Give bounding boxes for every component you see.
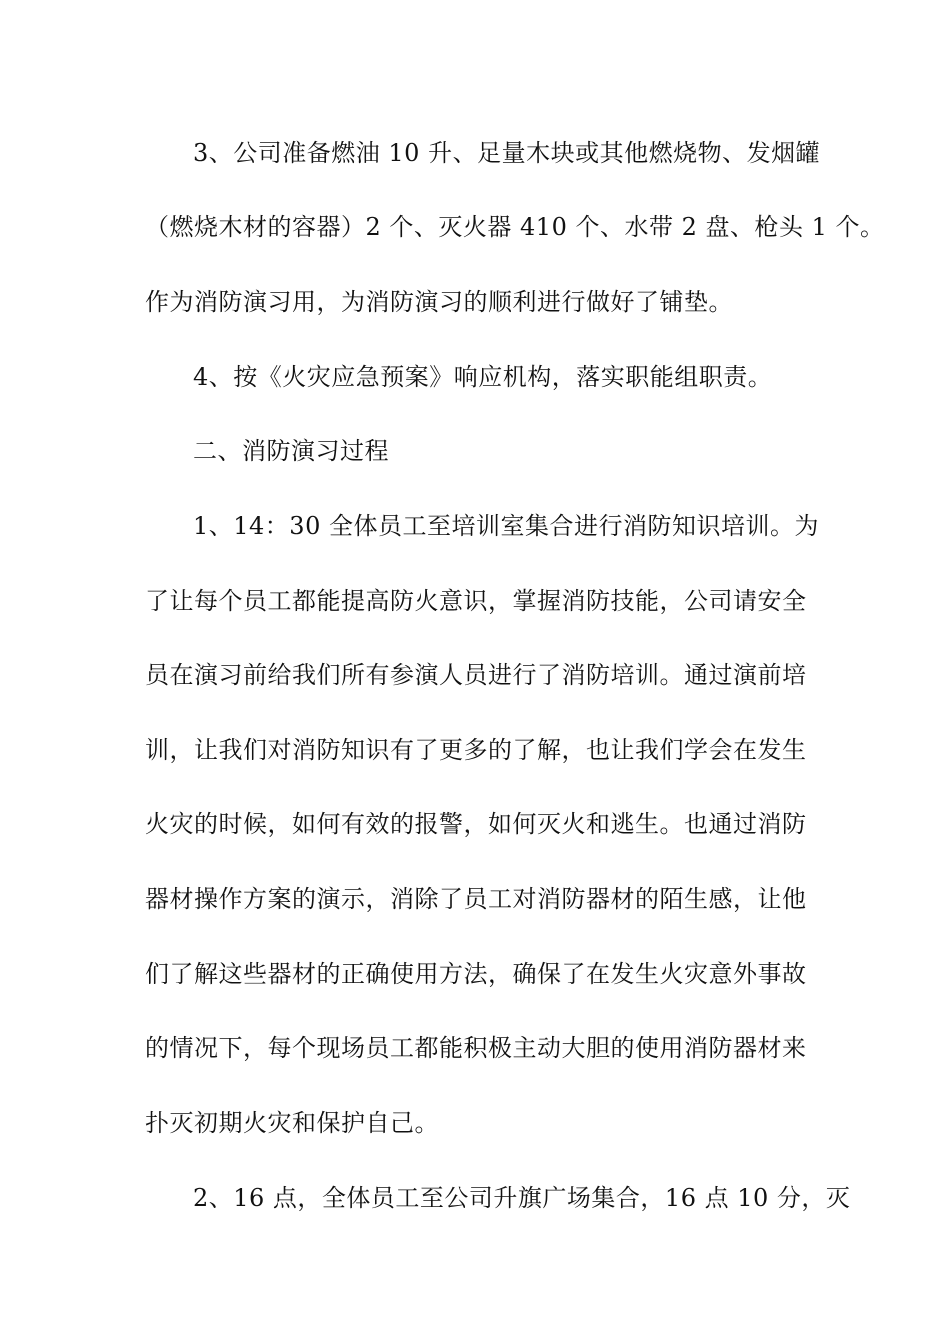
text-line: 1、14：30 全体员工至培训室集合进行消防知识培训。为 (193, 512, 819, 540)
text-line: 器材操作方案的演示，消除了员工对消防器材的陌生感，让他 (145, 885, 807, 913)
text-line: 4、按《火灾应急预案》响应机构，落实职能组职责。 (193, 363, 773, 391)
text-line: （燃烧木材的容器）2 个、灭火器 410 个、水带 2 盘、枪头 1 个。 (145, 213, 885, 241)
text-line: 3、公司准备燃油 10 升、足量木块或其他燃烧物、发烟罐 (193, 139, 821, 167)
text-line: 们了解这些器材的正确使用方法，确保了在发生火灾意外事故 (145, 960, 807, 988)
text-line: 员在演习前给我们所有参演人员进行了消防培训。通过演前培 (145, 661, 807, 689)
text-line: 作为消防演习用，为消防演习的顺利进行做好了铺垫。 (145, 288, 733, 316)
section-heading: 二、消防演习过程 (193, 437, 389, 465)
text-line: 火灾的时候，如何有效的报警，如何灭火和逃生。也通过消防 (145, 810, 807, 838)
text-line: 了让每个员工都能提高防火意识，掌握消防技能，公司请安全 (145, 587, 807, 615)
text-line: 2、16 点，全体员工至公司升旗广场集合，16 点 10 分，灭 (193, 1184, 851, 1212)
text-line: 的情况下，每个现场员工都能积极主动大胆的使用消防器材来 (145, 1034, 807, 1062)
text-line: 扑灭初期火灾和保护自己。 (145, 1109, 439, 1137)
text-line: 训，让我们对消防知识有了更多的了解，也让我们学会在发生 (145, 736, 807, 764)
